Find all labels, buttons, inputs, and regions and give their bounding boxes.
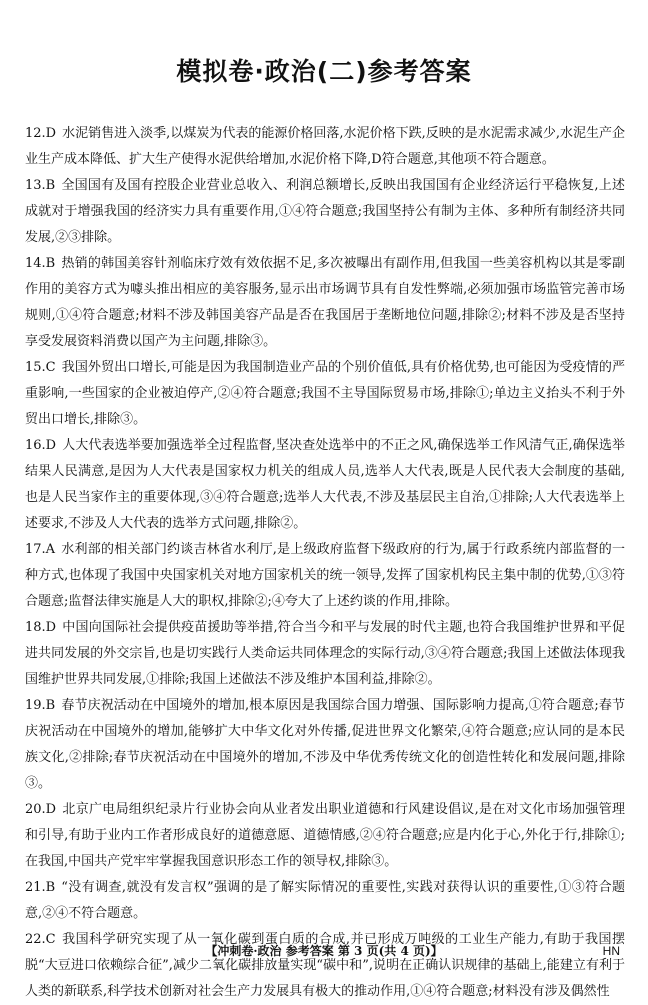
answer-number: 22.C xyxy=(25,932,56,947)
answer-number: 21.B xyxy=(25,880,56,895)
answer-item-16 xyxy=(25,433,625,537)
answer-item-12 xyxy=(25,121,625,173)
footer-region-code: HN xyxy=(602,944,620,958)
answer-list xyxy=(25,121,625,1005)
answer-text: 全国国有及国有控股企业营业总收入、利润总额增长,反映出我国国有企业经济运行平稳恢复,上述成就对于增强我国的经济实力具有重要作用,①④符合题意;我国坚持公有制为主体、多种所有制经济共同发展,②③排除。 xyxy=(25,178,625,245)
answer-number: 17.A xyxy=(25,542,56,557)
answer-item-17 xyxy=(25,537,625,615)
answer-text: 春节庆祝活动在中国境外的增加,根本原因是我国综合国力增强、国际影响力提高,①符合题意;春节庆祝活动在中国境外的增加,能够扩大中华文化对外传播,促进世界文化繁荣,④符合题意;应认同的是本民族文化,②排除;春节庆祝活动在中国境外的增加,不涉及中华优秀传统文化的创造性转化和发展问题,排除③。 xyxy=(25,698,625,791)
page-footer xyxy=(0,941,648,961)
answer-text: 中国向国际社会提供疫苗援助等举措,符合当今和平与发展的时代主题,也符合我国维护世界和平促进共同发展的外交宗旨,也是切实践行人类命运共同体理念的实际行动,③④符合题意;我国上述做法体现我国维护世界共同发展,①排除;我国上述做法不涉及维护本国利益,排除②。 xyxy=(25,620,625,687)
page-title: 模拟卷·政治(二)参考答案 xyxy=(176,57,472,86)
answer-item-22 xyxy=(25,927,625,1005)
answer-number: 15.C xyxy=(25,360,56,375)
answer-item-14 xyxy=(25,251,625,355)
answer-number: 19.B xyxy=(25,698,56,713)
answer-number: 12.D xyxy=(25,126,57,141)
answer-text: “没有调查,就没有发言权”强调的是了解实际情况的重要性,实践对获得认识的重要性,①③符合题意,②④不符合题意。 xyxy=(25,880,625,921)
answer-text: 热销的韩国美容针剂临床疗效有效依据不足,多次被曝出有副作用,但我国一些美容机构以其是零副作用的美容方式为噱头推出相应的美容服务,显示出市场调节具有自发性弊端,必须加强市场监管完善市场规则,①④符合题意;材料不涉及韩国美容产品是否在我国居于垄断地位问题,排除②;材料不涉及是否坚持享受发展资料消费以国产为主问题,排除③。 xyxy=(25,256,625,349)
answer-number: 14.B xyxy=(25,256,56,271)
answer-number: 20.D xyxy=(25,802,57,817)
answer-text: 水泥销售进入淡季,以煤炭为代表的能源价格回落,水泥价格下跌,反映的是水泥需求减少,水泥生产企业生产成本降低、扩大生产使得水泥供给增加,水泥价格下降,D符合题意,其他项不符合题意。 xyxy=(25,126,625,167)
answer-item-21 xyxy=(25,875,625,927)
answer-number: 18.D xyxy=(25,620,57,635)
answer-text: 水利部的相关部门约谈吉林省水利厅,是上级政府监督下级政府的行为,属于行政系统内部监督的一种方式,也体现了我国中央国家机关对地方国家机关的统一领导,发挥了国家机构民主集中制的优势,①③符合题意;监督法律实施是人大的职权,排除②;④夸大了上述约谈的作用,排除。 xyxy=(25,542,625,609)
answer-item-19 xyxy=(25,693,625,797)
answer-item-18 xyxy=(25,615,625,693)
footer-page-info: 【冲刺卷·政治 参考答案 第 3 页(共 4 页)】 xyxy=(205,944,443,958)
answer-text: 人大代表选举要加强选举全过程监督,坚决查处选举中的不正之风,确保选举工作风清气正,确保选举结果人民满意,是因为人大代表是国家权力机关的组成人员,选举人大代表,既是人民代表大会制度的基础,也是人民当家作主的重要体现,③④符合题意;选举人大代表,不涉及基层民主自治,①排除;人大代表选举上述要求,不涉及人大代表的选举方式问题,排除②。 xyxy=(25,438,625,531)
answer-number: 16.D xyxy=(25,438,57,453)
answer-item-20 xyxy=(25,797,625,875)
answer-item-15 xyxy=(25,355,625,433)
answer-text: 北京广电局组织纪录片行业协会向从业者发出职业道德和行风建设倡议,是在对文化市场加强管理和引导,有助于业内工作者形成良好的道德意愿、道德情感,②④符合题意;应是内化于心,外化于行,排除①;在我国,中国共产党牢牢掌握我国意识形态工作的领导权,排除③。 xyxy=(25,802,625,869)
answer-text: 我国外贸出口增长,可能是因为我国制造业产品的个别价值低,具有价格优势,也可能因为受疫情的严重影响,一些国家的企业被迫停产,②④符合题意;我国不主导国际贸易市场,排除①;单边主义抬头不利于外贸出口增长,排除③。 xyxy=(25,360,625,427)
answer-item-13 xyxy=(25,173,625,251)
answer-number: 13.B xyxy=(25,178,56,193)
answer-text: 我国科学研究实现了从一氧化碳到蛋白质的合成,并已形成万吨级的工业生产能力,有助于我国摆脱“大豆进口依赖综合征”,减少二氧化碳排放量实现“碳中和”,说明在正确认识规律的基础上,能建立有利于人类的新联系,科学技术创新对社会生产力发展具有极大的推动作用,①④符合题意;材料没有涉及偶然性 xyxy=(25,932,625,999)
